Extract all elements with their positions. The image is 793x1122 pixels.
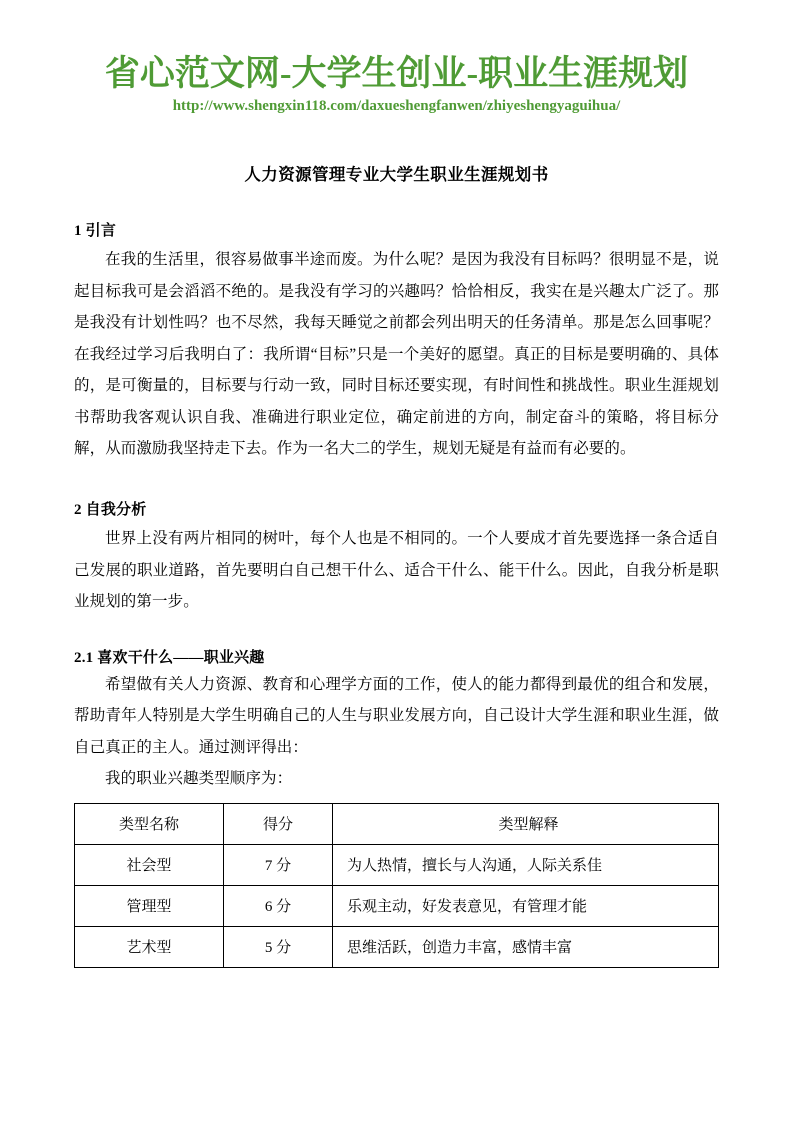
section-paragraph-1: 在我的生活里，很容易做事半途而废。为什么呢？是因为我没有目标吗？很明显不是，说起目标我可是会滔滔不绝的。是我没有学习的兴趣吗？恰恰相反，我实在是兴趣太广泛了。那是我没有计划性吗？也不尽然，我每天睡觉之前都会列出明天的任务清单。那是怎么回事呢？在我经过学习后我明白了：我所谓“目标”只是一个美好的愿望。真正的目标是要明确的、具体的，是可衡量的，目标要与行动一致，同时目标还要实现，有时间性和挑战性。职业生涯规划书帮助我客观认识自我、准确进行职业定位，确定前进的方向，制定奋斗的策略，将目标分解，从而激励我坚持走下去。作为一名大二的学生，规划无疑是有益而有必要的。 (74, 251, 719, 457)
table-cell-explanation: 思维活跃，创造力丰富，感情丰富 (333, 926, 719, 967)
table-cell-explanation: 乐观主动，好发表意见，有管理才能 (333, 885, 719, 926)
table-row (75, 926, 719, 967)
table-cell-score: 6 分 (224, 885, 333, 926)
subsection-paragraph-1: 希望做有关人力资源、教育和心理学方面的工作，使人的能力都得到最优的组合和发展，帮助青年人特别是大学生明确自己的人生与职业发展方向，自己设计大学生涯和职业生涯，做自己真正的主人。通过测评得出： (74, 675, 719, 756)
table-header-cell-explanation: 类型解释 (333, 803, 719, 844)
table-cell-type: 艺术型 (75, 926, 224, 967)
site-title: 省心范文网-大学生创业-职业生涯规划 (104, 54, 689, 93)
section-heading-2: 2 自我分析 (74, 502, 147, 519)
table-cell-type: 管理型 (75, 885, 224, 926)
section-heading-1: 1 引言 (74, 223, 117, 240)
table-cell-score: 7 分 (224, 844, 333, 885)
table-header-cell-score: 得分 (224, 803, 333, 844)
subsection-heading-2-1: 2.1 喜欢干什么——职业兴趣 (74, 649, 265, 666)
table-row (75, 885, 719, 926)
table-row (75, 844, 719, 885)
site-banner (74, 54, 719, 115)
table-header-cell-type: 类型名称 (75, 803, 224, 844)
table-cell-type: 社会型 (75, 844, 224, 885)
table-cell-explanation: 为人热情，擅长与人沟通，人际关系佳 (333, 844, 719, 885)
subsection-paragraph-2: 我的职业兴趣类型顺序为： (105, 770, 293, 788)
page-title: 人力资源管理专业大学生职业生涯规划书 (244, 165, 549, 185)
interest-type-table (74, 803, 719, 968)
site-url[interactable]: http://www.shengxin118.com/daxueshengfanwen/zhiyeshengyaguihua/ (172, 98, 621, 115)
table-header-row (75, 803, 719, 844)
section-paragraph-2: 世界上没有两片相同的树叶，每个人也是不相同的。一个人要成才首先要选择一条合适自己发展的职业道路，首先要明白自己想干什么、适合干什么、能干什么。因此，自我分析是职业规划的第一步。 (74, 530, 719, 611)
table-cell-score: 5 分 (224, 926, 333, 967)
